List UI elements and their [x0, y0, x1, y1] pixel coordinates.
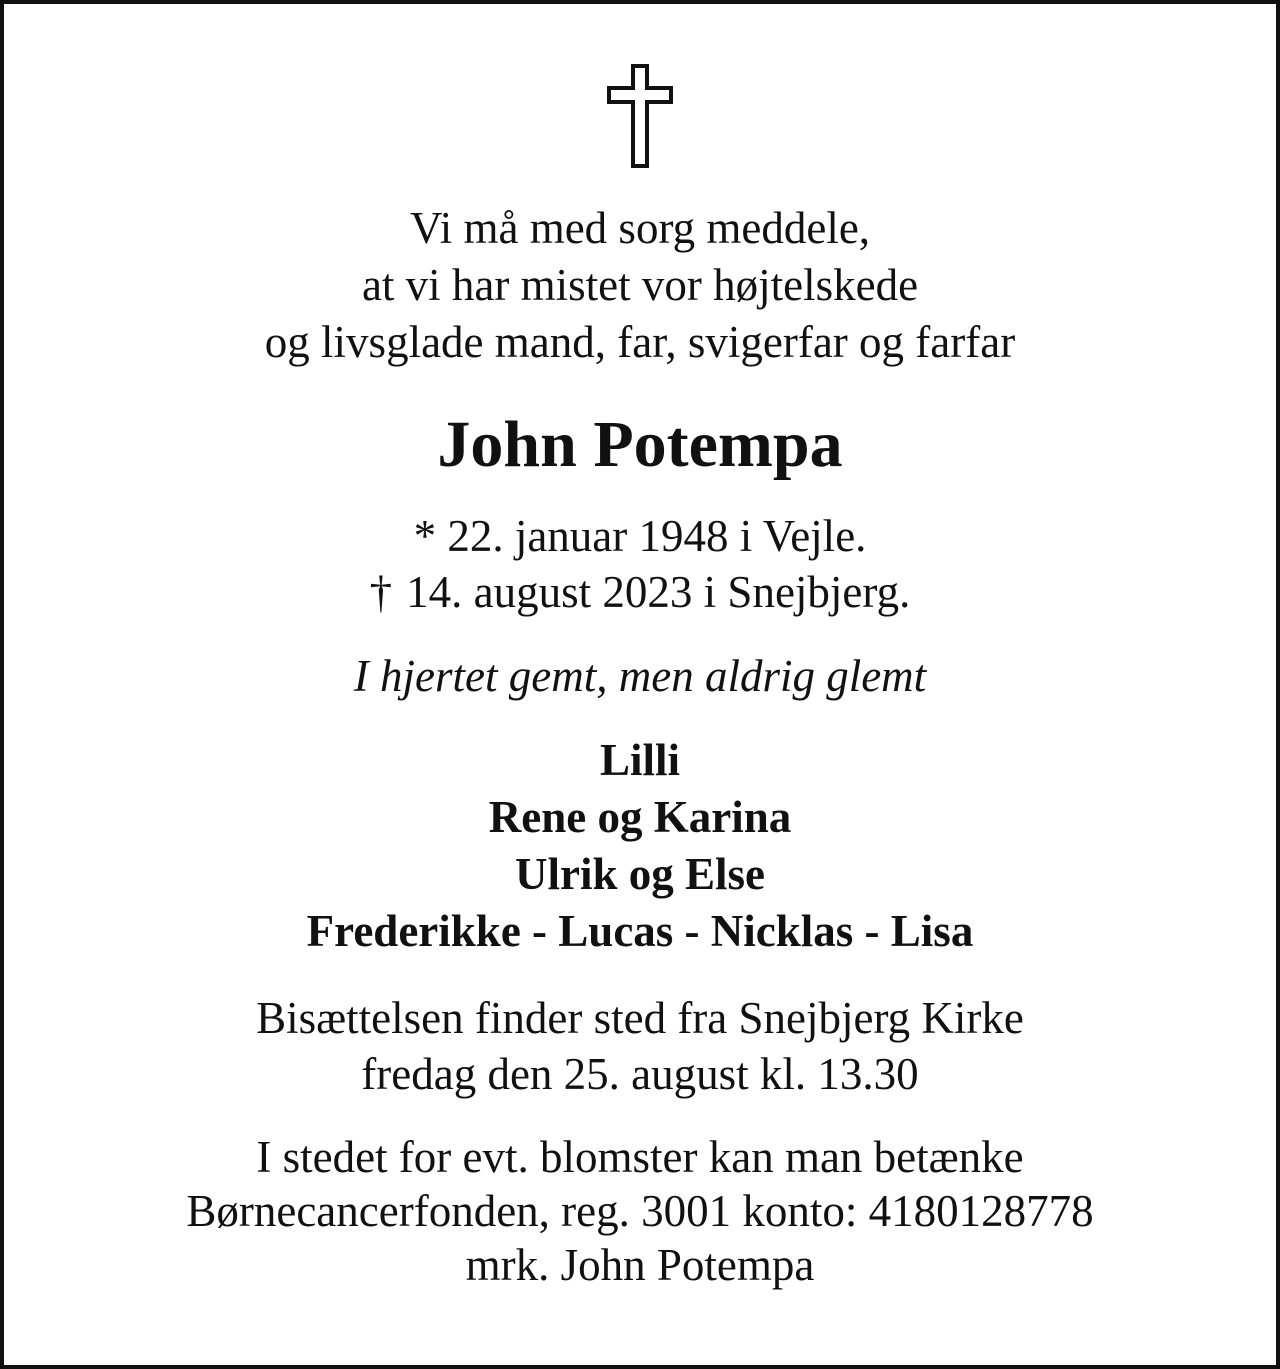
announcement-line: Vi må med sorg meddele, — [409, 203, 871, 253]
family-line: Lilli — [599, 735, 681, 785]
family-line: Rene og Karina — [488, 792, 792, 842]
life-dates — [4, 508, 1276, 620]
family-names — [4, 732, 1276, 960]
donation-line: Børnecancerfonden, reg. 3001 konto: 4180128778 — [186, 1186, 1094, 1236]
latin-cross-icon — [607, 64, 673, 168]
memorial-motto: I hjertet gemt, men aldrig glemt — [353, 651, 927, 701]
announcement-line: at vi har mistet vor højtelskede — [361, 260, 919, 310]
dagger-symbol: † — [369, 567, 393, 617]
service-line: Bisættelsen finder sted fra Snejbjerg Kirke — [256, 993, 1024, 1043]
birth-date: * 22. januar 1948 i Vejle. — [413, 511, 867, 561]
announcement-line: og livsglade mand, far, svigerfar og farfar — [264, 317, 1016, 367]
donation-line: I stedet for evt. blomster kan man betænke — [256, 1132, 1024, 1182]
funeral-service-info — [4, 990, 1276, 1102]
donation-line: mrk. John Potempa — [465, 1240, 815, 1290]
family-line: Frederikke - Lucas - Nicklas - Lisa — [306, 906, 974, 956]
announcement-text — [4, 200, 1276, 371]
death-date: 14. august 2023 i Snejbjerg. — [406, 567, 911, 617]
death-date-line — [4, 564, 1276, 620]
service-line: fredag den 25. august kl. 13.30 — [361, 1049, 919, 1099]
deceased-name: John Potempa — [437, 408, 843, 481]
family-line: Ulrik og Else — [514, 849, 765, 899]
donation-info — [4, 1130, 1276, 1292]
